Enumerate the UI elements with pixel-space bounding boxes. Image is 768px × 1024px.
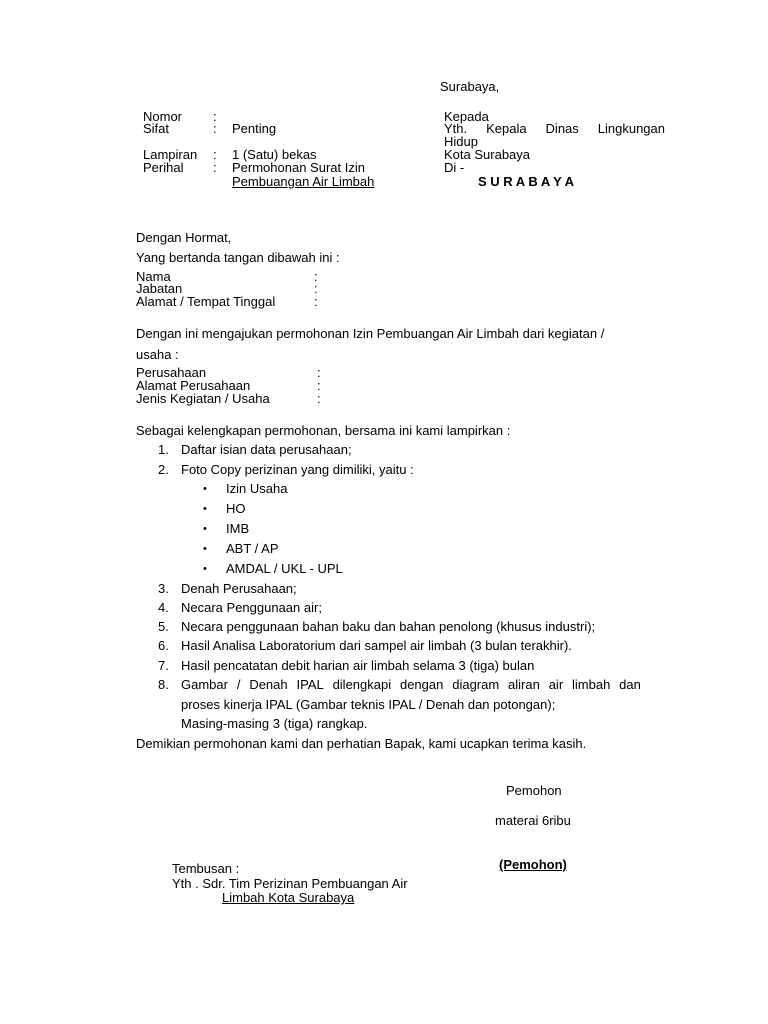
field-colon: : <box>314 294 318 309</box>
field-alamat-perusahaan-label: Alamat Perusahaan <box>136 378 251 393</box>
list-item-8-line1 <box>181 678 641 691</box>
field-nama-label: Nama <box>136 269 171 284</box>
list-number: 1. <box>158 442 169 457</box>
list-item: Hasil Analisa Laboratorium dari sampel air limbah (3 bulan terakhir). <box>181 638 572 653</box>
sifat-colon: : <box>213 121 217 136</box>
bullet-icon: • <box>203 523 207 535</box>
bullet-icon: • <box>203 503 207 515</box>
list-word: aliran <box>508 677 540 692</box>
list-number: 6. <box>158 638 169 653</box>
recipient-kepada: Kepada <box>444 109 489 124</box>
field-jabatan-label: Jabatan <box>136 281 183 296</box>
list-item-8-line3: Masing-masing 3 (tiga) rangkap. <box>181 716 368 731</box>
field-colon: : <box>317 391 321 406</box>
sublist-item: Izin Usaha <box>226 481 288 496</box>
nomor-colon: : <box>213 109 217 124</box>
list-number: 7. <box>158 658 169 673</box>
closing-text: Demikian permohonan kami dan perhatian Bapak, kami ucapkan terima kasih. <box>136 736 587 751</box>
list-item: Foto Copy perizinan yang dimiliki, yaitu : <box>181 462 414 477</box>
list-word: / <box>236 677 241 692</box>
attachment-intro: Sebagai kelengkapan permohonan, bersama ini kami lampirkan : <box>136 423 511 438</box>
perihal-line2: Pembuangan Air Limbah <box>232 174 375 189</box>
recipient-word: Yth. <box>444 121 468 136</box>
field-colon: : <box>317 378 321 393</box>
list-item: Hasil pencatatan debit harian air limbah selama 3 (tiga) bulan <box>181 658 535 673</box>
cc-label: Tembusan : <box>172 861 240 876</box>
signature-name: (Pemohon) <box>499 857 567 872</box>
list-word: Gambar <box>181 677 228 692</box>
list-word: IPAL <box>296 677 324 692</box>
perihal-label: Perihal <box>143 160 184 175</box>
request-line1: Dengan ini mengajukan permohonan Izin Pembuangan Air Limbah dari kegiatan / <box>136 326 605 341</box>
place-date: Surabaya, <box>440 79 500 94</box>
field-jenis-kegiatan-label: Jenis Kegiatan / Usaha <box>136 391 270 406</box>
list-item: Necara Penggunaan air; <box>181 600 322 615</box>
list-number: 5. <box>158 619 169 634</box>
list-item: Denah Perusahaan; <box>181 581 297 596</box>
list-item: Daftar isian data perusahaan; <box>181 442 352 457</box>
cc-line1: Yth . Sdr. Tim Perizinan Pembuangan Air <box>172 876 408 891</box>
list-number: 8. <box>158 677 169 692</box>
field-colon: : <box>317 365 321 380</box>
sublist-item: AMDAL / UKL - UPL <box>226 561 343 576</box>
list-word: dan <box>619 677 641 692</box>
field-colon: : <box>314 281 318 296</box>
perihal-line1: Permohonan Surat Izin <box>232 160 365 175</box>
lampiran-label: Lampiran <box>143 147 198 162</box>
recipient-city: S U R A B A Y A <box>478 174 575 189</box>
stamp-note: materai 6ribu <box>495 813 571 828</box>
signature-label: Pemohon <box>506 783 562 798</box>
list-number: 3. <box>158 581 169 596</box>
sublist-item: ABT / AP <box>226 541 279 556</box>
list-number: 2. <box>158 462 169 477</box>
list-word: dilengkapi <box>332 677 392 692</box>
recipient-hidup: Hidup <box>444 134 478 149</box>
lampiran-colon: : <box>213 147 217 162</box>
list-word: Denah <box>249 677 288 692</box>
bullet-icon: • <box>203 543 207 555</box>
perihal-colon: : <box>213 160 217 175</box>
list-number: 4. <box>158 600 169 615</box>
list-word: diagram <box>452 677 500 692</box>
list-word: air <box>548 677 564 692</box>
list-word: limbah <box>572 677 611 692</box>
field-colon: : <box>314 269 318 284</box>
intro-text: Yang bertanda tangan dibawah ini : <box>136 250 340 265</box>
field-perusahaan-label: Perusahaan <box>136 365 207 380</box>
recipient-kota: Kota Surabaya <box>444 147 531 162</box>
sifat-value: Penting <box>232 121 277 136</box>
sublist-item: HO <box>226 501 246 516</box>
bullet-icon: • <box>203 563 207 575</box>
bullet-icon: • <box>203 483 207 495</box>
recipient-di: Di - <box>444 160 465 175</box>
list-word: dengan <box>399 677 444 692</box>
list-item: Necara penggunaan bahan baku dan bahan penolong (khusus industri); <box>181 619 596 634</box>
salutation: Dengan Hormat, <box>136 230 232 245</box>
list-item-8-line2: proses kinerja IPAL (Gambar teknis IPAL / Denah dan potongan); <box>181 697 556 712</box>
field-alamat-label: Alamat / Tempat Tinggal <box>136 294 276 309</box>
recipient-word: Kepala <box>486 121 527 136</box>
sifat-label: Sifat <box>143 121 170 136</box>
sublist-item: IMB <box>226 521 250 536</box>
recipient-word: Dinas <box>545 121 579 136</box>
lampiran-value: 1 (Satu) bekas <box>232 147 317 162</box>
nomor-label: Nomor <box>143 109 183 124</box>
request-line2: usaha : <box>136 347 179 362</box>
recipient-word: Lingkungan <box>597 121 665 136</box>
cc-line2: Limbah Kota Surabaya <box>222 890 355 905</box>
